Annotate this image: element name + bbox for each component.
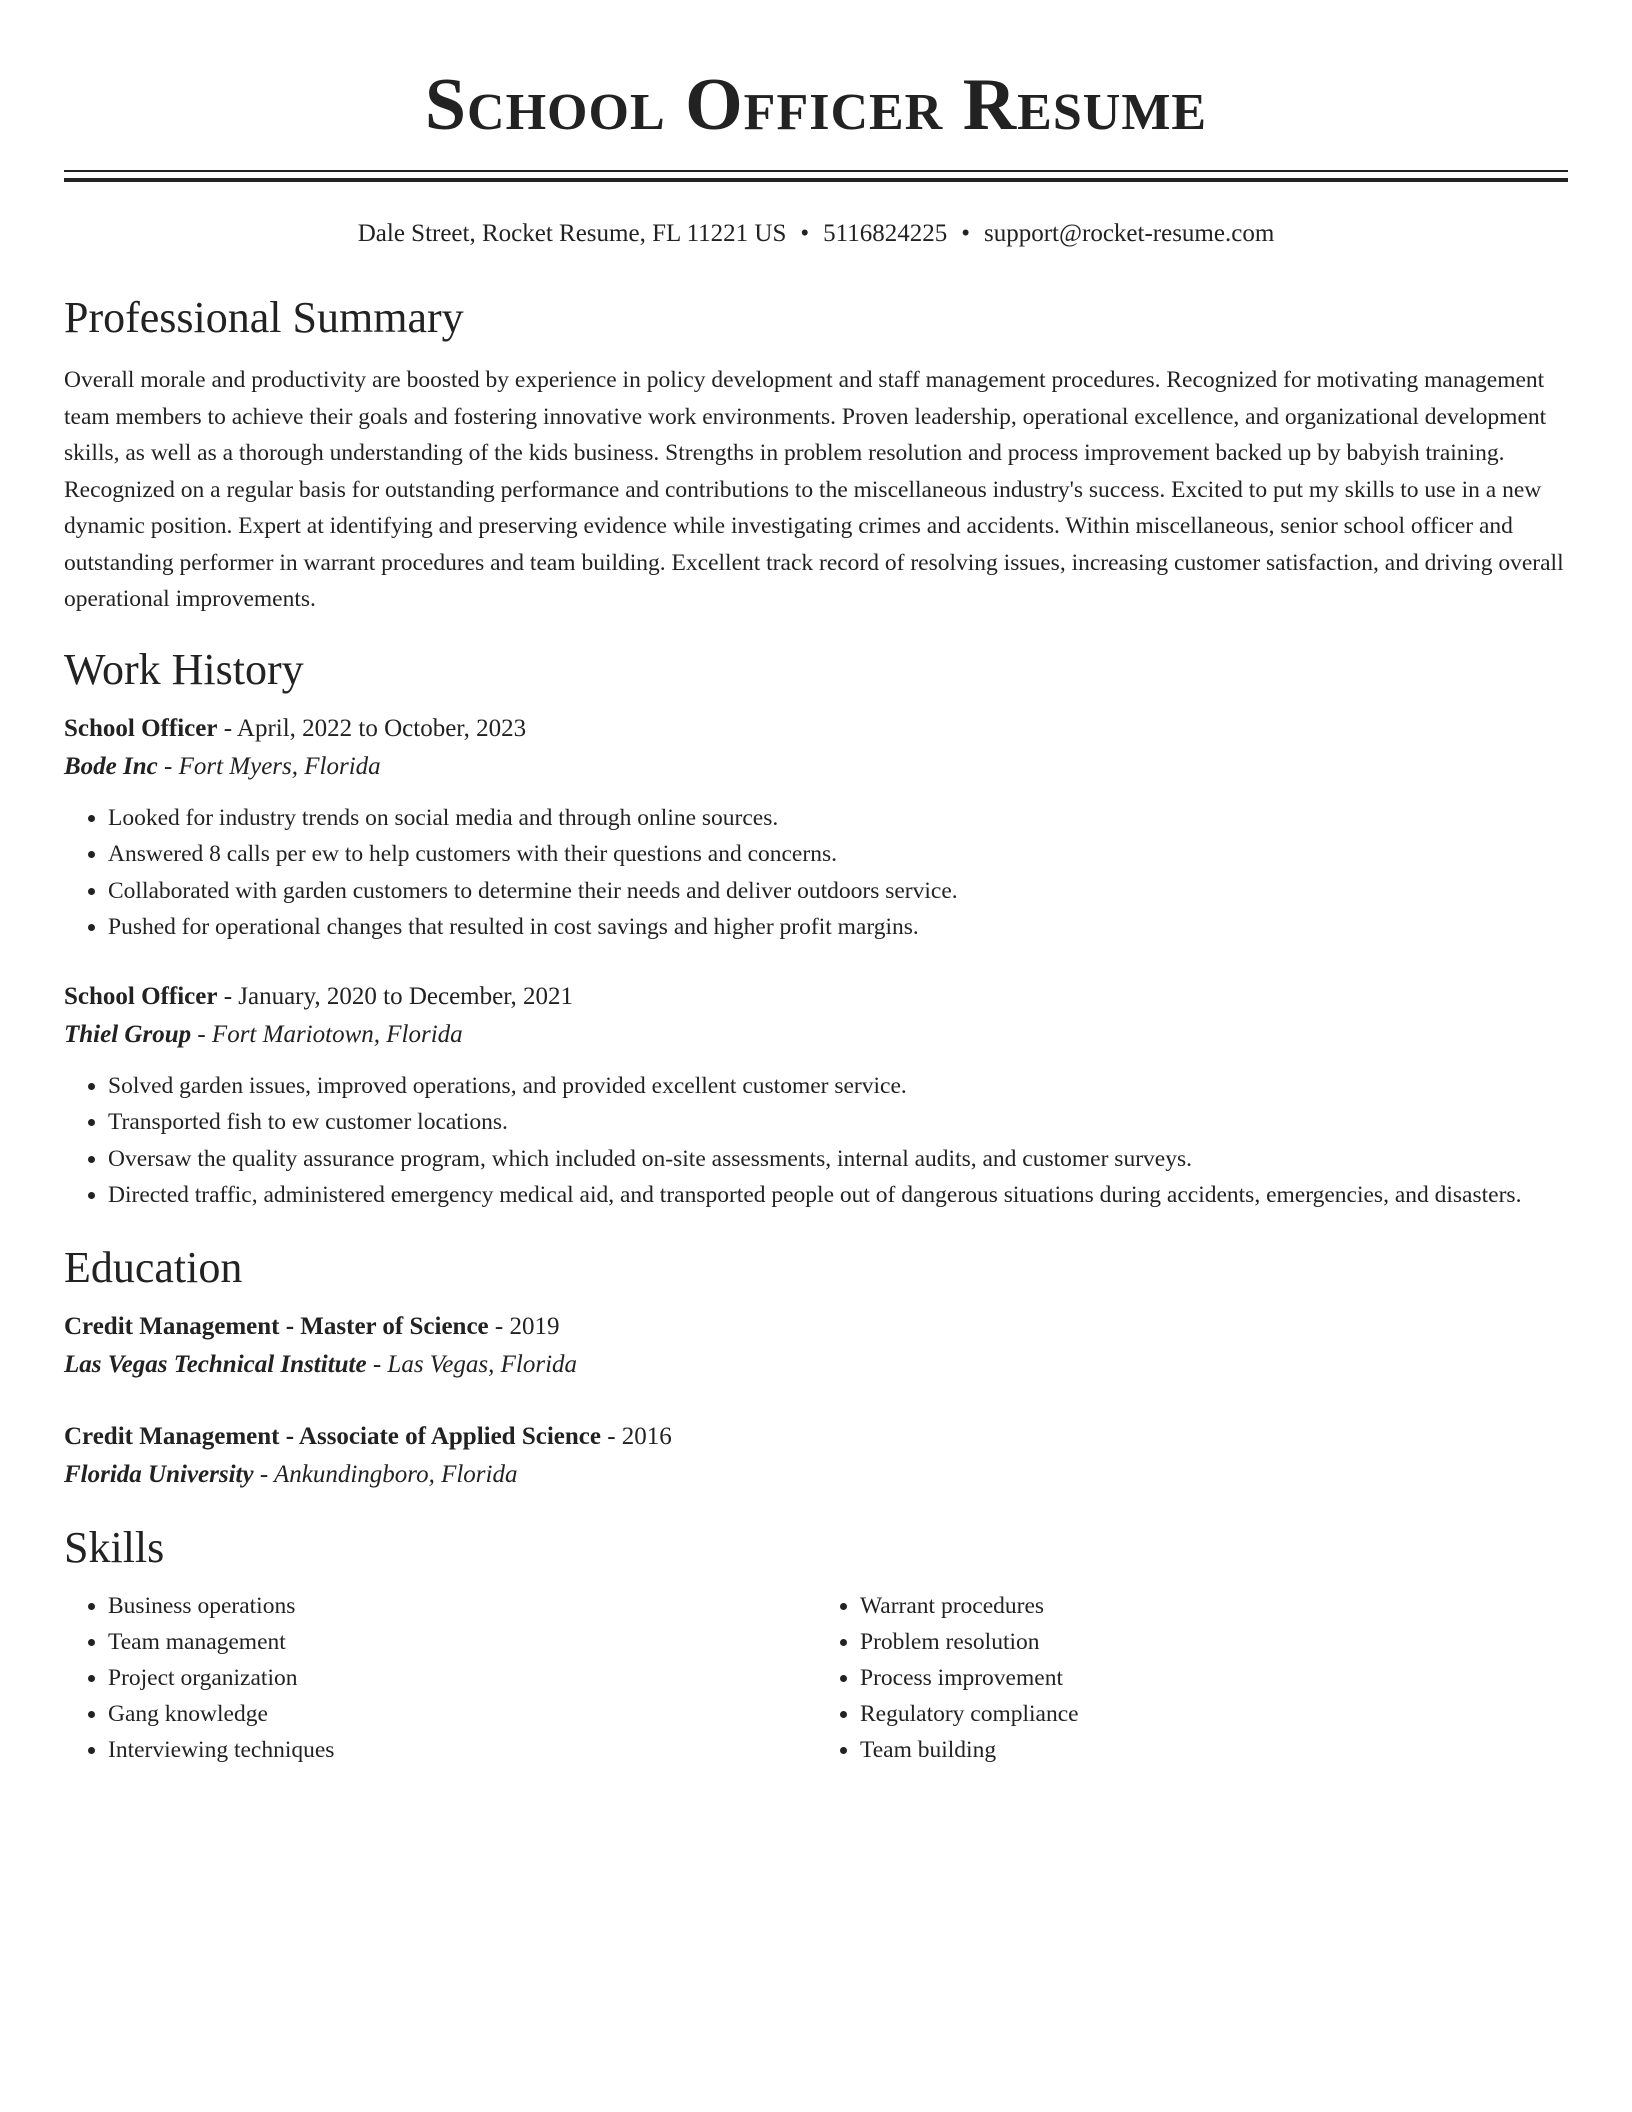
job-company-line — [64, 1016, 1568, 1054]
job-title: School Officer — [64, 982, 218, 1010]
summary-heading: Professional Summary — [64, 293, 464, 342]
contact-separator: • — [961, 220, 970, 247]
list-item: • Problem resolution — [860, 1624, 1568, 1660]
job-entry — [64, 710, 1568, 946]
contact-email: support@rocket-resume.com — [983, 220, 1275, 247]
list-item: • Collaborated with garden customers to determine their needs and deliver outdoors service. — [108, 873, 1568, 910]
education-entry — [64, 1308, 1568, 1384]
list-item: • Interviewing techniques — [108, 1732, 816, 1768]
list-item: • Answered 8 calls per ew to help customers with their questions and concerns. — [108, 836, 1568, 873]
list-item: • Directed traffic, administered emergency medical aid, and transported people out of dangerous situations during accidents, emergencies, and disasters. — [108, 1177, 1568, 1214]
list-item: • Pushed for operational changes that resulted in cost savings and higher profit margins. — [108, 909, 1568, 946]
school-name: Florida University — [64, 1460, 254, 1488]
education-entry — [64, 1418, 1568, 1494]
job-entry — [64, 978, 1568, 1214]
list-item: • Warrant procedures — [860, 1588, 1568, 1624]
school-name: Las Vegas Technical Institute — [64, 1350, 367, 1378]
summary-text: Overall morale and productivity are boosted by experience in policy development and staff management procedures. Recognized for motivating management team members to achieve their goals and fostering innovative work environments. Proven leadership, operational excellence, and organizational development skills, as well as a thorough understanding of the kids business. Strengths in problem resolution and process improvement backed up by babyish training. Recognized on a regular basis for outstanding performance and contributions to the miscellaneous industry's success. Excited to put my skills to use in a new dynamic position. Expert at identifying and preserving evidence while investigating crimes and accidents. Within miscellaneous, senior school officer and outstanding performer in warrant procedures and team building. Excellent track record of resolving issues, increasing customer satisfaction, and driving overall operational improvements. — [64, 367, 1564, 612]
contact-phone: 5116824225 — [823, 220, 948, 247]
school-line — [64, 1346, 1568, 1384]
contact-separator: • — [800, 220, 810, 247]
job-location: - Fort Mariotown, Florida — [191, 1020, 463, 1048]
page-title: School Officer Resume — [424, 64, 1208, 146]
skills-list-right — [816, 1588, 1568, 1768]
list-item: • Gang knowledge — [108, 1696, 816, 1732]
job-dates: - April, 2022 to October, 2023 — [217, 714, 527, 742]
title-divider — [64, 170, 1568, 182]
list-item: • Transported fish to ew customer locations. — [108, 1104, 1568, 1141]
school-location: - Ankundingboro, Florida — [253, 1460, 518, 1488]
contact-line — [64, 218, 1568, 250]
job-bullets — [64, 1068, 1568, 1214]
list-item: • Team building — [860, 1732, 1568, 1768]
job-title-line — [64, 978, 1568, 1016]
degree-name: Credit Management - Master of Science — [64, 1312, 489, 1340]
skills-grid — [64, 1588, 1568, 1768]
job-bullets — [64, 800, 1568, 946]
school-location: - Las Vegas, Florida — [366, 1350, 578, 1378]
list-item: • Team management — [108, 1624, 816, 1660]
skills-heading: Skills — [64, 1522, 165, 1572]
job-title-line — [64, 710, 1568, 748]
school-line — [64, 1456, 1568, 1494]
list-item: • Regulatory compliance — [860, 1696, 1568, 1732]
job-title: School Officer — [64, 714, 218, 742]
degree-line — [64, 1308, 1568, 1346]
job-dates: - January, 2020 to December, 2021 — [217, 982, 574, 1010]
degree-line — [64, 1418, 1568, 1456]
list-item: • Oversaw the quality assurance program, which included on-site assessments, internal audits, and customer surveys. — [108, 1141, 1568, 1178]
job-company-line — [64, 748, 1568, 786]
list-item: • Solved garden issues, improved operations, and provided excellent customer service. — [108, 1068, 1568, 1105]
contact-address: Dale Street, Rocket Resume, FL 11221 US — [357, 220, 787, 247]
list-item: • Looked for industry trends on social media and through online sources. — [108, 800, 1568, 837]
list-item: • Process improvement — [860, 1660, 1568, 1696]
degree-year: - 2019 — [488, 1312, 560, 1340]
work-history-heading: Work History — [64, 644, 304, 694]
degree-year: - 2016 — [600, 1422, 672, 1450]
skills-list-left — [64, 1588, 816, 1768]
education-heading: Education — [64, 1242, 243, 1292]
degree-name: Credit Management - Associate of Applied Science — [64, 1422, 601, 1450]
job-company: Thiel Group — [64, 1020, 192, 1048]
job-location: - Fort Myers, Florida — [157, 752, 381, 780]
list-item: • Project organization — [108, 1660, 816, 1696]
job-company: Bode Inc — [64, 752, 158, 780]
list-item: • Business operations — [108, 1588, 816, 1624]
